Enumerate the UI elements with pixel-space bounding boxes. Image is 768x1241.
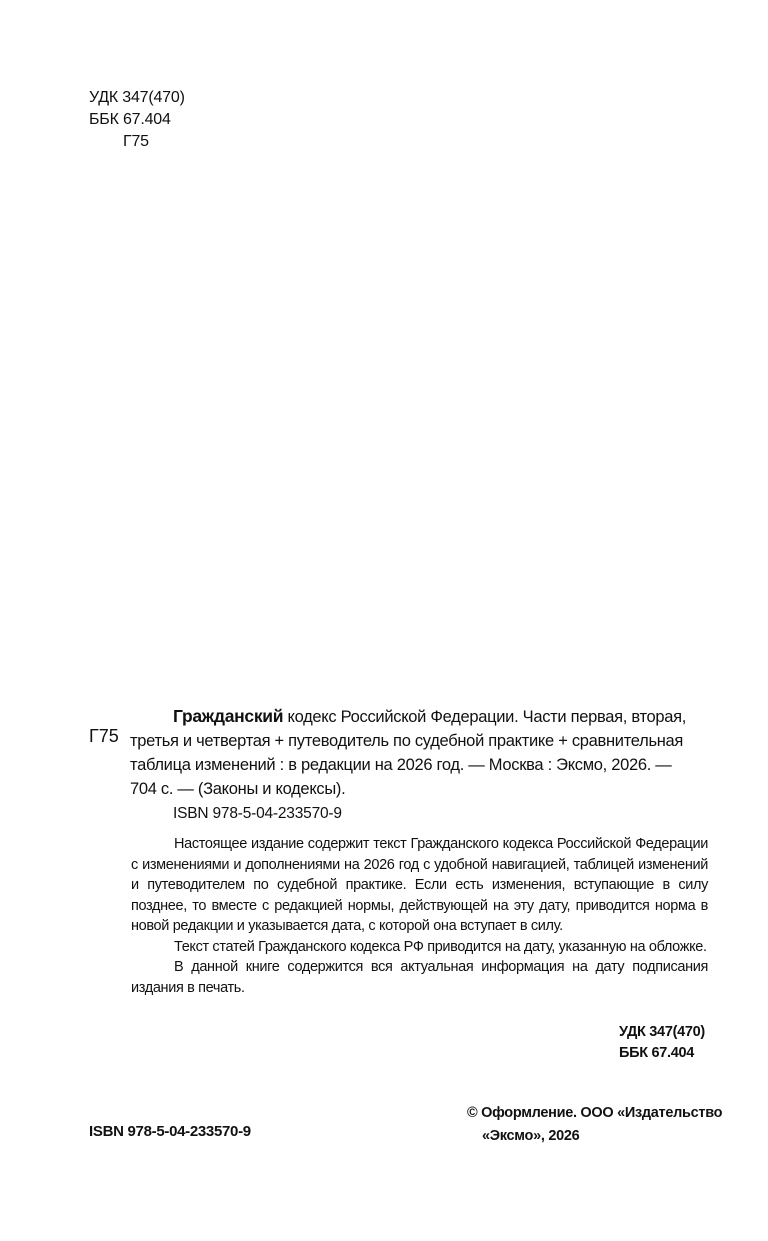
copyright-line-2: «Эксмо», 2026: [482, 1128, 580, 1144]
udk-code-bottom: УДК 347(470): [619, 1024, 705, 1040]
record-line-1: [130, 704, 708, 729]
bbk-code-bottom: ББК 67.404: [619, 1045, 695, 1061]
record-line-2: третья и четвертая + путеводитель по судебной практике + сравнительная: [130, 732, 684, 750]
bibliographic-record: [130, 704, 708, 801]
author-mark-record: Г75: [89, 726, 119, 746]
annotation-paragraph-1: Настоящее издание содержит текст Гражданского кодекса Российской Федерации с изменениями и дополнениями на 2026 год с удобной навигацией, таблицей изменений и путеводителем по судебной практике. Если есть изменения, вступающие в силу позднее, то вместе с редакцией нормы, действующей на эту дату, приводится норма в новой редакции и указывается дата, с которой она вступает в силу.: [131, 836, 708, 934]
record-isbn: ISBN 978-5-04-233570-9: [173, 805, 342, 822]
udk-code-top: УДК 347(470): [89, 89, 185, 106]
annotation: [131, 834, 708, 998]
copyright-line-1: © Оформление. ООО «Издательство: [467, 1105, 723, 1121]
record-line-1-rest: кодекс Российской Федерации. Части первая, вторая,: [283, 708, 687, 726]
annotation-paragraph-2: Текст статей Гражданского кодекса РФ приводится на дату, указанную на обложке.: [174, 938, 707, 955]
record-line-4: 704 с. — (Законы и кодексы).: [130, 780, 346, 798]
bbk-code-top: ББК 67.404: [89, 111, 171, 128]
footer-isbn: ISBN 978-5-04-233570-9: [89, 1123, 251, 1140]
author-mark-top: Г75: [123, 133, 149, 150]
record-line-3: таблица изменений : в редакции на 2026 год. — Москва : Эксмо, 2026. —: [130, 756, 672, 774]
record-title-bold: Гражданский: [173, 706, 284, 726]
annotation-paragraph-3: В данной книге содержится вся актуальная информация на дату подписания издания в печать.: [131, 959, 708, 996]
